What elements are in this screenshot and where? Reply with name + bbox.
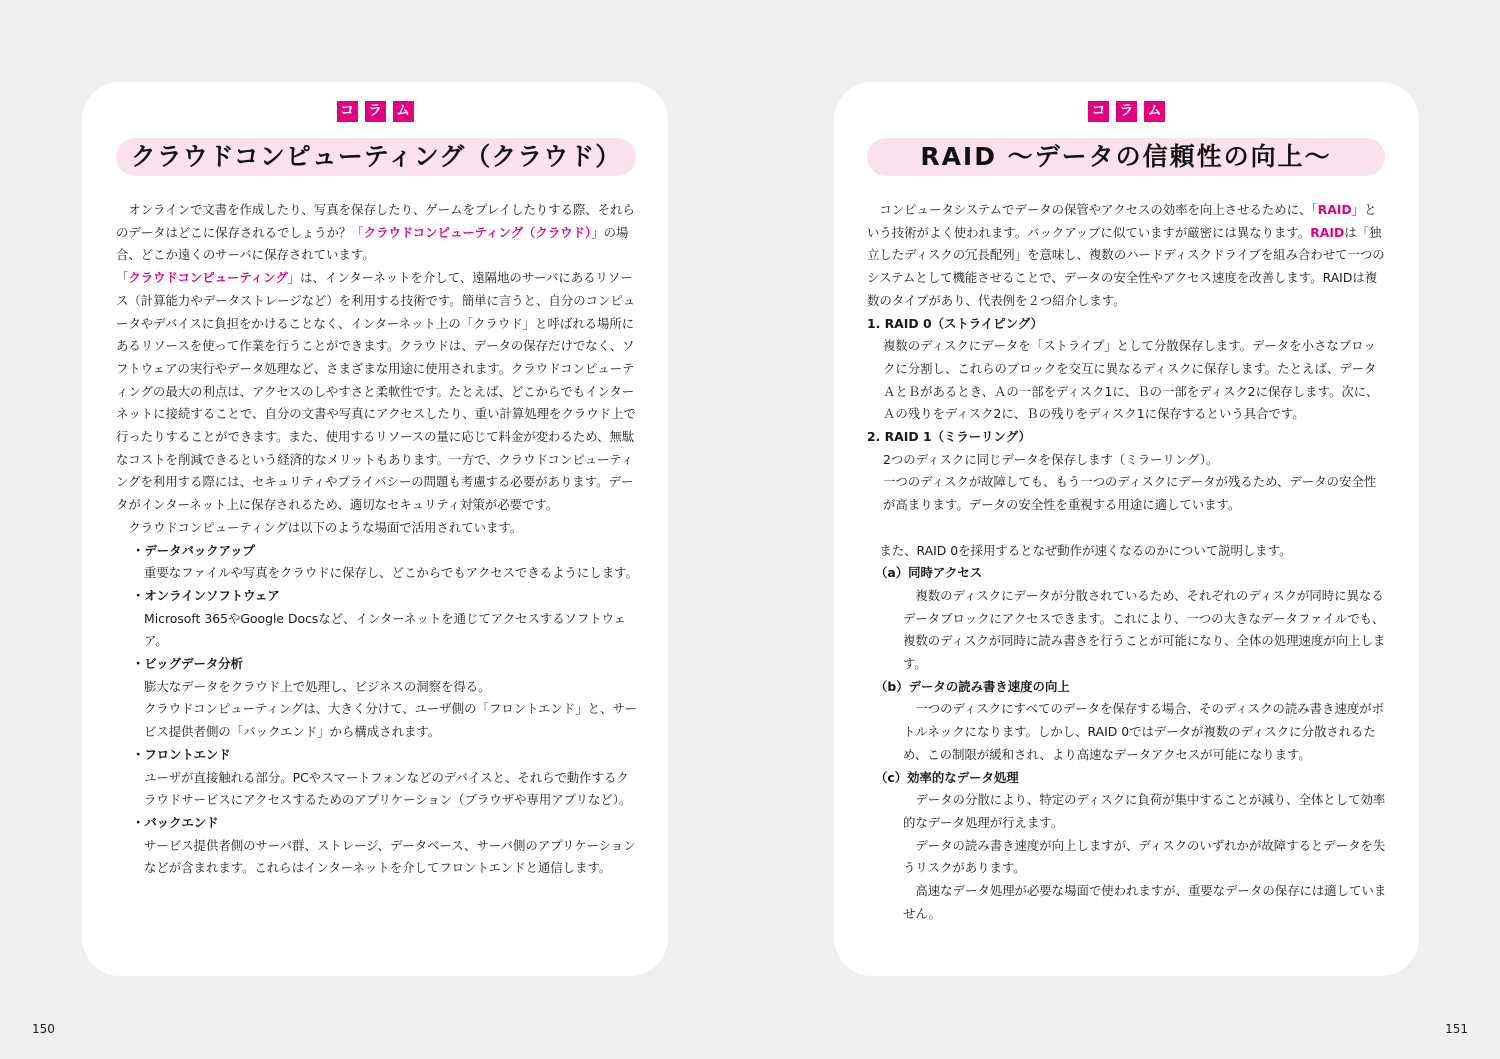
sub-text: 複数のディスクにデータが分散されているため、それぞれのディスクが同時に異なるデータブロックにアクセスできます。これにより、一つの大きなデータファイルでも、複数のディスクが同時に読み書きを行うことが可能になり、全体の処理速度が向上します。: [903, 587, 1386, 672]
paragraph: クラウドコンピューティングは以下のような場面で活用されています。: [128, 519, 523, 535]
raid-text: 複数のディスクにデータを「ストライプ」として分散保存します。データを小さなブロックに分割し、これらのブロックを交互に異なるディスクに保存します。たとえば、データＡとＢがあるとき、Ａの一部をディスク1に、Ｂの一部をディスク2に保存します。次に、Ａの残りをディスク2に、Ｂの残りをディスク1に保存するという具合です。: [883, 338, 1379, 422]
list-item-text: クラウドコンピューティングは、大きく分けて、ユーザ側の「フロントエンド」と、サービス提供者側の「バックエンド」から構成されます。: [144, 701, 638, 740]
raid-heading: 1. RAID 0（ストライピング）: [867, 315, 1043, 331]
text: コンピュータシステムでデータの保管やアクセスの効率を向上させるために、: [879, 202, 1312, 217]
sub-heading: （a）同時アクセス: [875, 565, 983, 581]
keyword: クラウドコンピューティング（クラウド）: [363, 224, 592, 240]
list-item-heading: ・バックエンド: [132, 814, 219, 830]
sub-heading: （c）効率的なデータ処理: [875, 769, 1019, 785]
column-label-char: コ: [337, 101, 358, 122]
paragraph: また、RAID 0を採用するとなぜ動作が速くなるのかについて説明します。: [879, 542, 1292, 558]
keyword: RAID: [1317, 202, 1352, 217]
page-number: 151: [1445, 1022, 1468, 1036]
raid-text: 2つのディスクに同じデータを保存します（ミラーリング）。: [883, 451, 1219, 467]
column-body: [867, 199, 1387, 925]
column-body: [116, 199, 638, 880]
text: 」という技術がよく使われます。バックアップに似ていますが厳密には異なります。: [867, 202, 1377, 240]
list-item-text: 膨大なデータをクラウド上で処理し、ビジネスの洞察を得る。: [144, 678, 491, 694]
intro-paragraph: コンピュータシステムでデータの保管やアクセスの効率を向上させるために、「RAID」という技術がよく使われます。バックアップに似ていますが厳密には異なります。RAIDは「独立したディスクの冗長配列」を意味し、複数のハードディスクドライブを組み合わせて一つのシステムとして機能させることで、データの安全性やアクセス速度を改善します。RAIDは複数のタイプがあり、代表例を２つ紹介します。: [867, 202, 1385, 308]
text: オンラインで文書を作成したり、写真を保存したり、ゲームをプレイしたりする際、それらのデータはどこに保存されるでしょうか？「: [116, 202, 635, 240]
sub-heading: （b）データの読み書き速度の向上: [875, 678, 1070, 694]
list-item-text: 重要なファイルや写真をクラウドに保存し、どこからでもアクセスできるようにします。: [144, 565, 638, 581]
keyword: RAID: [1310, 224, 1345, 240]
sub-text: 高速なデータ処理が必要な場面で使われますが、重要なデータの保存には適していません。: [903, 883, 1387, 921]
intro-paragraph: [116, 199, 638, 267]
list-item-text: Microsoft 365やGoogle Docsなど、インターネットを通じてアクセスするソフトウェア。: [144, 610, 626, 649]
column-label: [82, 101, 668, 122]
text: 」は、インターネットを介して、遠隔地のサーバにあるリソース（計算能力やデータストレージなど）を利用する技術です。簡単に言うと、自分のコンピュータやデバイスに負担をかけることなく、インターネット上の「クラウド」と呼ばれる場所にあるリソースを使って作業を行うことができます。クラウドは、データの保存だけでなく、ソフトウェアの実行やデータ処理など、さまざまな用途に使用されます。クラウドコンピューティングの最大の利点は、アクセスのしやすさと柔軟性です。たとえば、どこからでもインターネットに接続することで、自分の文書や写真にアクセスしたり、重い計算処理をクラウド上で行ったりすることができます。また、使用するリソースの量に応じて料金が変わるため、無駄なコストを削減できるという経済的なメリットもあります。一方で、クラウドコンピューティングを利用する際には、セキュリティやプライバシーの問題も考慮する必要があります。データがインターネット上に保存されるため、適切なセキュリティ対策が必要です。: [116, 270, 636, 513]
list-item-heading: ・オンラインソフトウェア: [132, 587, 280, 603]
raid-text: 一つのディスクが故障しても、もう一つのディスクにデータが残るため、データの安全性が高まります。データの安全性を重視する用途に適しています。: [883, 474, 1377, 513]
page-number: 150: [32, 1022, 55, 1036]
list-item-heading: ・フロントエンド: [132, 746, 231, 762]
spacer: [867, 517, 1387, 540]
sub-text: 一つのディスクにすべてのデータを保存する場合、そのディスクの読み書き速度がボトルネックになります。しかし、RAID 0ではデータが複数のディスクに分散されるため、この制限が緩和され、より高速なデータアクセスが可能になります。: [903, 701, 1385, 762]
sub-text: データの分散により、特定のディスクに負荷が集中することが減り、全体として効率的なデータ処理が行えます。: [903, 792, 1386, 830]
column-label-char: コ: [1088, 101, 1109, 122]
keyword: クラウドコンピューティング: [128, 270, 288, 286]
list-item-heading: ・データバックアップ: [132, 542, 255, 558]
column-title: RAID ～データの信頼性の向上～: [867, 138, 1385, 176]
column-label: [834, 101, 1419, 122]
column-label-char: ラ: [365, 101, 386, 122]
raid-heading: 2. RAID 1（ミラーリング）: [867, 429, 1031, 445]
sub-text: データの読み書き速度が向上しますが、ディスクのいずれかが故障するとデータを失うリスクがあります。: [903, 837, 1386, 876]
paragraph: [116, 267, 638, 517]
left-column-card: [82, 82, 668, 976]
list-item-text: サービス提供者側のサーバ群、ストレージ、データベース、サーバ側のアプリケーションなどが含まれます。これらはインターネットを介してフロントエンドと通信します。: [144, 837, 636, 876]
list-item-text: ユーザが直接触れる部分。PCやスマートフォンなどのデバイスと、それらで動作するクラウドサービスにアクセスするためのアプリケーション（ブラウザや専用アプリなど）。: [144, 769, 632, 808]
column-label-char: ム: [393, 101, 414, 122]
column-title: クラウドコンピューティング（クラウド）: [116, 138, 636, 176]
text: は「独立したディスクの冗長配列」を意味し、複数のハードディスクドライブを組み合わせて一つのシステムとして機能させることで、データの安全性やアクセス速度を改善します。RAIDは複数のタイプがあり、代表例を２つ紹介します。: [867, 224, 1385, 308]
right-column-card: [834, 82, 1419, 976]
list-item-heading: ・ビッグデータ分析: [132, 656, 244, 672]
column-label-char: ム: [1144, 101, 1165, 122]
column-label-char: ラ: [1116, 101, 1137, 122]
text: 」の場合、どこか遠くのサーバに保存されています。: [116, 224, 629, 263]
text: 「: [116, 270, 129, 286]
